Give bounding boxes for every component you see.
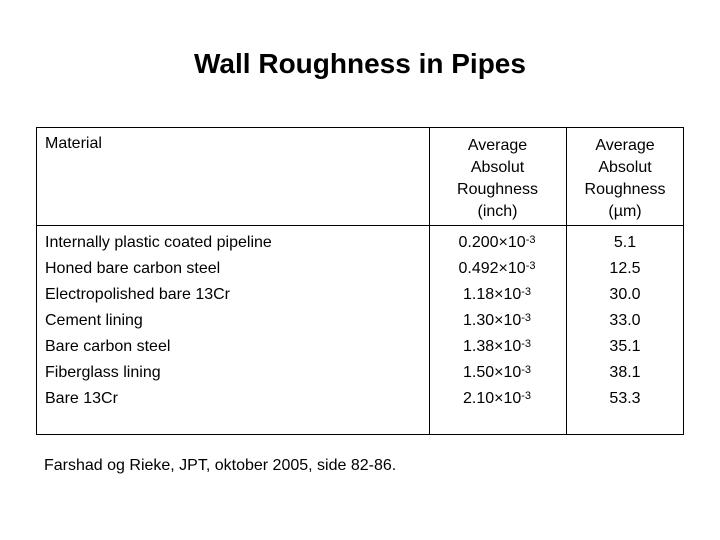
roughness-table bbox=[36, 127, 684, 435]
roughness-um-cell: 33.0 bbox=[609, 312, 641, 329]
roughness-inch-cell: $0.200\times 10^{-3}$ bbox=[458, 234, 536, 251]
header-line: Average bbox=[595, 137, 655, 154]
roughness-um-cell: 35.1 bbox=[609, 338, 641, 355]
roughness-um-cell: 30.0 bbox=[609, 286, 641, 303]
header-line: Absolut bbox=[470, 159, 525, 176]
material-cell: Honed bare carbon steel bbox=[45, 260, 221, 277]
header-material: Material bbox=[45, 135, 102, 152]
material-cell: Internally plastic coated pipeline bbox=[45, 234, 272, 251]
source-citation: Farshad og Rieke, JPT, oktober 2005, side 82-86. bbox=[44, 457, 397, 474]
header-roughness-inch bbox=[429, 135, 566, 223]
roughness-um-cell: 5.1 bbox=[613, 234, 637, 251]
roughness-inch-cell: $1.18\times 10^{-3}$ bbox=[462, 286, 532, 303]
roughness-um-cell: 53.3 bbox=[609, 390, 641, 407]
page-title: Wall Roughness in Pipes bbox=[194, 48, 526, 79]
table-body bbox=[37, 232, 683, 414]
table-row bbox=[37, 336, 683, 362]
material-cell: Fiberglass lining bbox=[45, 364, 161, 381]
material-cell: Bare carbon steel bbox=[45, 338, 171, 355]
roughness-inch-cell: $1.38\times 10^{-3}$ bbox=[462, 338, 532, 355]
header-line: Roughness bbox=[584, 181, 666, 198]
material-cell: Cement lining bbox=[45, 312, 143, 329]
header-line: Absolut bbox=[598, 159, 652, 176]
material-cell: Bare 13Cr bbox=[45, 390, 118, 407]
material-cell: Electropolished bare 13Cr bbox=[45, 286, 230, 303]
roughness-um-cell: 12.5 bbox=[609, 260, 641, 277]
table-row bbox=[37, 310, 683, 336]
header-divider bbox=[37, 225, 683, 226]
table-row bbox=[37, 388, 683, 414]
roughness-um-cell: 38.1 bbox=[609, 364, 641, 381]
table-row bbox=[37, 232, 683, 258]
header-line: (µm) bbox=[608, 203, 642, 220]
header-roughness-um bbox=[566, 135, 684, 223]
table-row bbox=[37, 258, 683, 284]
roughness-inch-cell: $1.30\times 10^{-3}$ bbox=[462, 312, 532, 329]
roughness-inch-cell: $0.492\times 10^{-3}$ bbox=[458, 260, 536, 277]
header-line: Average bbox=[467, 137, 528, 154]
header-line: Roughness bbox=[457, 181, 538, 198]
table-row bbox=[37, 284, 683, 310]
roughness-inch-cell: $2.10\times 10^{-3}$ bbox=[462, 390, 532, 407]
header-line: (inch) bbox=[477, 203, 518, 220]
table-row bbox=[37, 362, 683, 388]
roughness-inch-cell: $1.50\times 10^{-3}$ bbox=[462, 364, 532, 381]
